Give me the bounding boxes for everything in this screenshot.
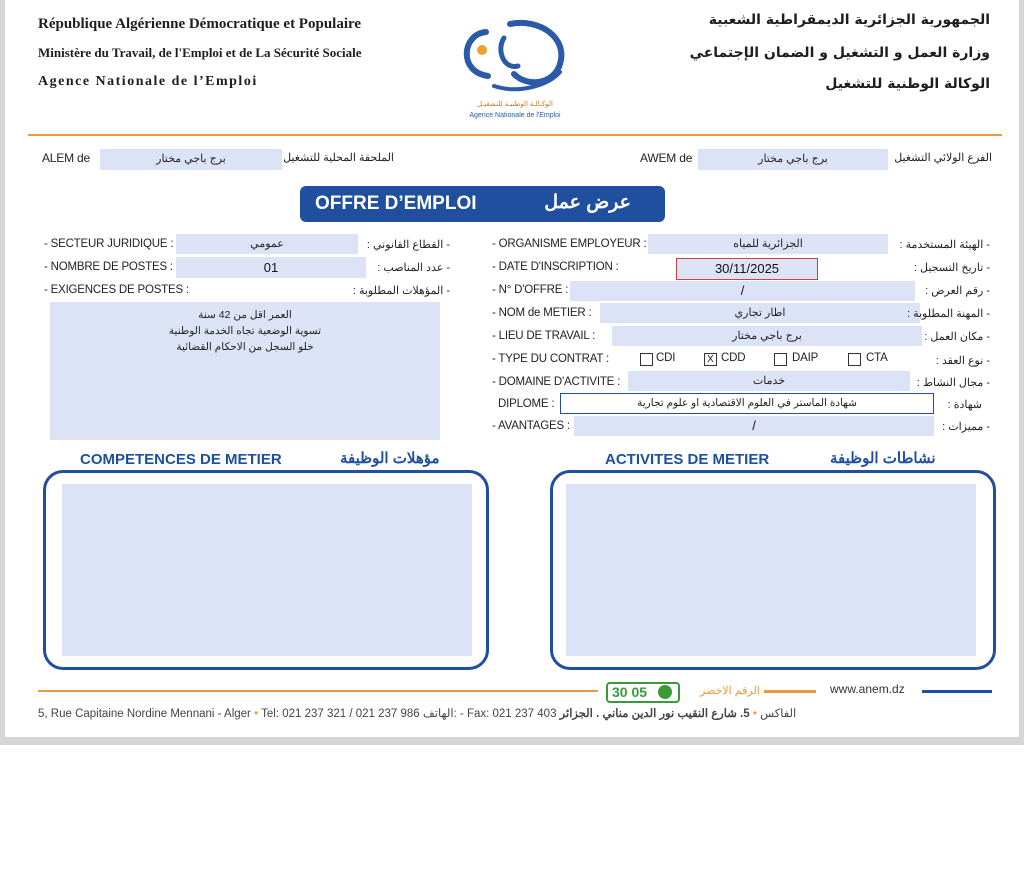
green-number: 30 05 <box>612 684 648 700</box>
header-ar-line3: الوكالة الوطنية للتشغيل <box>825 76 990 92</box>
footer-line-right <box>922 690 992 693</box>
footer-tel: Tel: 021 237 321 / 021 237 986 <box>261 708 420 720</box>
footer-fax: - Fax: 021 237 403 <box>459 708 557 720</box>
alem-ar-label: الملحقة المحلية للتشغيل <box>283 152 394 164</box>
organisme-field[interactable]: الجزائرية للمياه <box>648 234 888 254</box>
metier-label: - NOM de METIER : <box>492 307 592 319</box>
avantages-field[interactable]: / <box>574 416 934 436</box>
domaine-field[interactable]: خدمات <box>628 371 910 391</box>
logo-fr-text: Agence Nationale de l'Emploi <box>469 112 561 119</box>
secteur-field[interactable]: عمومي <box>176 234 358 254</box>
competences-title-ar: مؤهلات الوظيفة <box>340 450 440 467</box>
title-banner <box>300 186 665 222</box>
header-divider <box>28 134 1002 136</box>
metier-field[interactable]: اطار تجاري <box>600 303 920 323</box>
daip-checkbox[interactable] <box>774 353 787 366</box>
lieu-ar-label: - مكان العمل : <box>924 331 990 343</box>
domaine-ar-label: - مجال النشاط : <box>916 377 990 389</box>
alem-field[interactable]: برج باجي مختار <box>100 149 282 170</box>
lieu-field[interactable]: برج باجي مختار <box>612 326 922 346</box>
lieu-label: - LIEU DE TRAVAIL : <box>492 330 596 342</box>
diplome-field[interactable]: شهادة الماستر في العلوم الاقتصادية او علوم تجارية <box>560 393 934 414</box>
date-field[interactable]: 30/11/2025 <box>676 258 818 280</box>
page-edge-bottom <box>0 737 1024 745</box>
exigences-line: خلو السجل من الاحكام القضائية <box>176 341 314 353</box>
domaine-label: - DOMAINE D'ACTIVITE : <box>492 376 621 388</box>
awem-field[interactable]: برج باجي مختار <box>698 149 888 170</box>
secteur-label: - SECTEUR JURIDIQUE : <box>44 238 174 250</box>
awem-label: AWEM de <box>640 151 693 165</box>
header-fr-line2: Ministère du Travail, de l'Emploi et de La Sécurité Sociale <box>38 45 362 60</box>
anem-logo-icon <box>448 12 578 102</box>
avantages-ar-label: - مميزات : <box>942 421 990 433</box>
separator-dot: • <box>254 708 259 720</box>
page-edge-right <box>1019 0 1024 745</box>
anem-logo <box>448 12 578 124</box>
footer-address <box>38 706 998 724</box>
title-fr: OFFRE D’EMPLOI <box>315 193 477 214</box>
date-ar-label: - تاريخ التسجيل : <box>913 262 990 274</box>
organisme-ar-label: - الهيئة المستخدمة : <box>899 239 990 251</box>
offre-label: - N° D'OFFRE : <box>492 284 569 296</box>
address-fr: 5, Rue Capitaine Nordine Mennani - Alger <box>38 708 251 720</box>
cta-checkbox[interactable] <box>848 353 861 366</box>
exigences-line: العمر اقل من 42 سنة <box>198 309 292 321</box>
title-ar: عرض عمل <box>544 192 631 213</box>
diplome-ar-label: شهادة : <box>947 399 982 411</box>
awem-ar-label: الفرع الولائي التشغيل <box>894 152 992 164</box>
activites-title-fr: ACTIVITES DE METIER <box>605 451 770 468</box>
postes-field[interactable]: 01 <box>176 257 366 278</box>
header-fr-line1: République Algérienne Démocratique et Populaire <box>38 16 362 32</box>
avantages-label: - AVANTAGES : <box>492 420 570 432</box>
green-number-badge <box>606 682 680 703</box>
contrat-label: - TYPE DU CONTRAT : <box>492 353 609 365</box>
page-edge-left <box>0 0 5 745</box>
header-fr-line3: Agence Nationale de l’Emploi <box>38 74 258 89</box>
exigences-line: تسوية الوضعية تجاه الخدمة الوطنية <box>168 325 322 337</box>
phone-icon <box>658 685 672 699</box>
offre-field[interactable]: / <box>570 281 915 301</box>
separator-dot: • <box>752 708 757 720</box>
offre-ar-label: - رقم العرض : <box>925 285 990 297</box>
daip-label: DAIP <box>792 352 819 364</box>
footer-fax-ar: الفاكس <box>760 708 797 720</box>
exigences-label: - EXIGENCES DE POSTES : <box>44 284 189 296</box>
cdd-label: CDD <box>721 352 746 364</box>
alem-label: ALEM de <box>42 151 90 165</box>
header-ar-line2: وزارة العمل و التشغيل و الضمان الإجتماعي <box>689 45 990 61</box>
organisme-label: - ORGANISME EMPLOYEUR : <box>492 238 647 250</box>
green-label: الرقم الاخضر <box>700 685 760 697</box>
address-ar: 5. شارع النقيب نور الدين مناني . الجزائر <box>559 708 750 720</box>
postes-ar-label: - عدد المناصب : <box>377 262 450 274</box>
footer-tel-ar: الهاتف: <box>422 708 457 720</box>
header-ar-line1: الجمهورية الجزائرية الديمقراطية الشعبية <box>708 12 990 28</box>
diplome-label: DIPLOME : <box>498 398 555 410</box>
competences-box <box>43 470 489 670</box>
activites-field[interactable] <box>566 484 976 656</box>
website-link[interactable]: www.anem.dz <box>830 682 905 696</box>
competences-title-fr: COMPETENCES DE METIER <box>80 451 282 468</box>
date-label: - DATE D'INSCRIPTION : <box>492 261 619 273</box>
contrat-ar-label: - نوع العقد : <box>935 355 990 367</box>
exigences-ar-label: - المؤهلات المطلوبة : <box>352 285 450 297</box>
cdi-label: CDI <box>656 352 676 364</box>
competences-field[interactable] <box>62 484 472 656</box>
exigences-field[interactable] <box>50 302 440 440</box>
secteur-ar-label: - القطاع القانوني : <box>366 239 450 251</box>
cdi-checkbox[interactable] <box>640 353 653 366</box>
postes-label: - NOMBRE DE POSTES : <box>44 261 173 273</box>
activites-box <box>550 470 996 670</box>
cdd-checkbox[interactable]: X <box>704 353 717 366</box>
footer-line-left <box>38 690 598 692</box>
activites-title-ar: نشاطات الوظيفة <box>830 450 936 467</box>
footer-line-mid <box>764 690 816 693</box>
metier-ar-label: - المهنة المطلوبة : <box>906 308 990 320</box>
cta-label: CTA <box>866 352 888 364</box>
logo-ar-text: الوكـالـة الوطنيـة للتشغيـل <box>477 101 553 108</box>
